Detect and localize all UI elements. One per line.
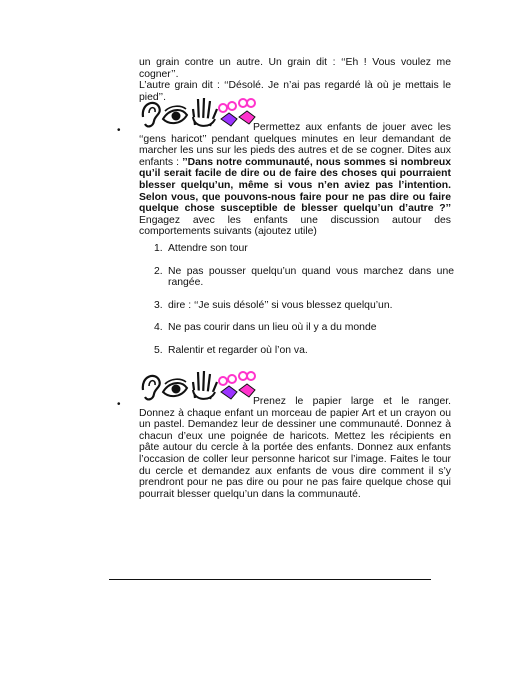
list-number: 2.: [154, 265, 163, 277]
list-number: 1.: [154, 243, 163, 254]
section2-paragraph: [139, 394, 451, 500]
list-number: 3.: [154, 299, 163, 311]
list-text: Attendre son tour: [168, 243, 248, 254]
bullet-1: •: [117, 125, 121, 136]
section2-text: Prenez le papier large et le ranger. Donnez à chaque enfant un morceau de papier Art et un crayon ou un pastel. Demandez leur de dessiner une communauté. Donnez à chacun d’eux une poignée de haricots. Mettez les récipients en pâte autour du cercle à la portée des enfants. Donnez aux enfants l’occasion de coller leur personne haricot sur l’image. Faites le tour du cercle et demandez aux enfants de vous dire comment il s’y prendront pour ne pas dire ou pour ne pas faire quelque chose qui pourrait blesser quelqu’un dans la communauté.: [139, 396, 451, 500]
section1-text-b: Engagez avec les enfants une discussion autour des comportements suivants (ajoutez utile): [139, 214, 451, 238]
section1-paragraph: [139, 120, 451, 238]
bullet-2: •: [117, 399, 121, 410]
section1-text-a: Permettez aux enfants de jouer avec les ‘‘gens haricot’’ pendant quelques minutes en leur demandant de marcher les uns sur les pieds des autres et de se cogner. Dites aux enfants :: [139, 122, 451, 168]
section1-quote: ’’Dans notre communauté, nous sommes si nombreux qu’il serait facile de dire ou de faire des choses qui pourraient blesser quelqu’un, même si vous n’en aviez pas l’intention. Selon vous, que pouvons-nous faire pour ne pas dire ou faire quelque chose susceptible de blesser quelqu’un d’autre ?’’: [139, 156, 451, 215]
list-item: [154, 300, 454, 312]
footer-rule: [109, 579, 431, 580]
list-item: [154, 345, 454, 357]
list-number: 4.: [154, 322, 163, 334]
intro-line-1: un grain contre un autre. Un grain dit : ‘‘Eh ! Vous voulez me cogner’’.: [139, 57, 451, 80]
behaviour-list: [154, 243, 454, 368]
list-text: Ralentir et regarder où l’on va.: [168, 344, 308, 356]
list-item: [154, 266, 454, 289]
list-item: [154, 322, 454, 334]
list-text: Ne pas courir dans un lieu où il y a du monde: [168, 322, 377, 334]
list-text: dire : ‘‘Je suis désolé’’ si vous blessez quelqu’un.: [168, 299, 393, 311]
list-text: Ne pas pousser quelqu’un quand vous marchez dans une rangée.: [168, 265, 454, 289]
intro-line-2: L’autre grain dit : ‘‘Désolé. Je n’ai pas regardé là où je mettais le pied’’.: [139, 80, 451, 103]
list-number: 5.: [154, 344, 163, 356]
list-item: [154, 243, 454, 255]
